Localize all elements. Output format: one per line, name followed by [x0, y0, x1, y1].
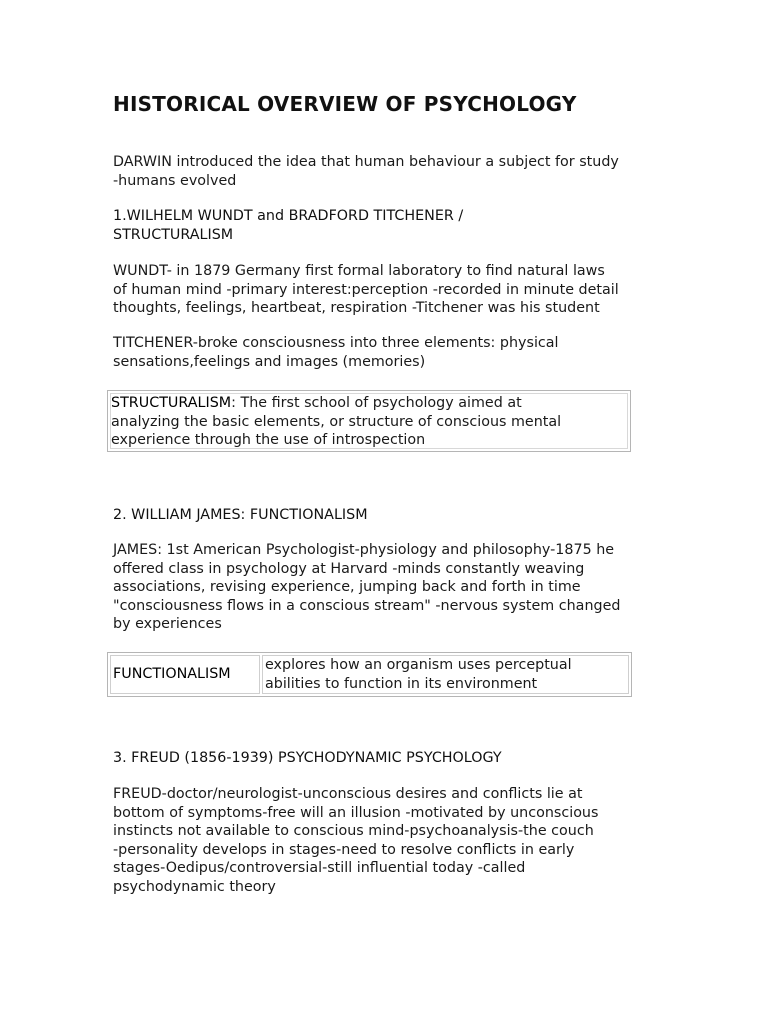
wundt-paragraph	[113, 262, 653, 318]
text-line: bottom of symptoms-free will an illusion -motivated by unconscious	[113, 804, 599, 821]
text-line: thoughts, feelings, heartbeat, respiration -Titchener was his student	[113, 300, 600, 316]
definition-term: STRUCTURALISM	[111, 395, 232, 411]
text-line: by experiences	[113, 616, 222, 632]
james-paragraph	[113, 541, 653, 634]
text-line: JAMES: 1st American Psychologist-physiology and philosophy-1875 he	[113, 542, 615, 558]
definition-row	[110, 655, 629, 694]
definition-line: abilities to function in its environment	[265, 675, 538, 692]
text-line: offered class in psychology at Harvard -minds constantly weaving	[113, 560, 585, 577]
definition-term: FUNCTIONALISM	[110, 655, 260, 694]
functionalism-definition-table	[107, 652, 632, 697]
section3-heading: 3. FREUD (1856-1939) PSYCHODYNAMIC PSYCHOLOGY	[113, 750, 502, 766]
text-line: of human mind -primary interest:perception -recorded in minute detail	[113, 281, 619, 298]
page-title: HISTORICAL OVERVIEW OF PSYCHOLOGY	[113, 92, 577, 116]
text-line: associations, revising experience, jumping back and forth in time	[113, 579, 581, 595]
definition-line: analyzing the basic elements, or structure of conscious mental	[111, 413, 562, 430]
definition-line	[111, 394, 626, 413]
definition-text	[262, 655, 629, 694]
definition-text: : The first school of psychology aimed at	[231, 395, 522, 411]
definition-line: explores how an organism uses perceptual	[265, 657, 572, 673]
structuralism-definition-box	[107, 390, 631, 452]
intro-line: DARWIN introduced the idea that human behaviour a subject for study	[113, 154, 619, 170]
text-line: stages-Oedipus/controversial-still influential today -called	[113, 860, 526, 876]
intro-line: -humans evolved	[113, 172, 237, 189]
text-line: TITCHENER-broke consciousness into three elements: physical	[113, 335, 559, 351]
section2-heading: 2. WILLIAM JAMES: FUNCTIONALISM	[113, 507, 368, 523]
text-line: -personality develops in stages-need to resolve conflicts in early	[113, 841, 575, 858]
text-line: sensations,feelings and images (memories)	[113, 353, 426, 370]
intro-paragraph	[113, 153, 653, 190]
text-line: WUNDT- in 1879 Germany first formal laboratory to find natural laws	[113, 263, 605, 279]
titchener-paragraph	[113, 334, 653, 371]
text-line: FREUD-doctor/neurologist-unconscious desires and conflicts lie at	[113, 786, 583, 802]
text-line: psychodynamic theory	[113, 878, 276, 895]
heading-line: STRUCTURALISM	[113, 226, 234, 243]
heading-line: 1.WILHELM WUNDT and BRADFORD TITCHENER /	[113, 208, 464, 224]
text-line: "consciousness flows in a conscious stream" -nervous system changed	[113, 597, 621, 614]
freud-paragraph	[113, 785, 653, 896]
definition-line: experience through the use of introspection	[111, 432, 426, 448]
text-line: instincts not available to conscious mind-psychoanalysis-the couch	[113, 823, 594, 839]
section1-heading	[113, 207, 653, 244]
